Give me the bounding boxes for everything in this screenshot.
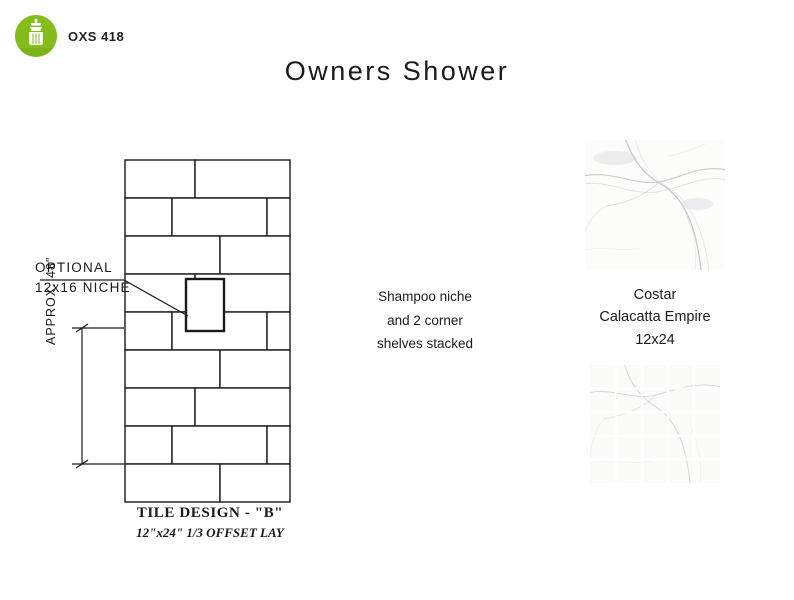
niche-label-line2: 12x16 NICHE xyxy=(35,280,131,296)
note-line-2: and 2 corner xyxy=(387,312,463,328)
shower-note xyxy=(330,285,520,356)
note-line-1: Shampoo niche xyxy=(378,289,472,304)
marble-slab-swatch xyxy=(585,140,725,270)
tile-layout-drawing xyxy=(35,140,360,560)
tile-caption-main: TILE DESIGN - "B" xyxy=(136,505,284,521)
page-title: Owners Shower xyxy=(284,56,510,86)
lantern-logo-icon xyxy=(14,14,58,58)
product-column xyxy=(560,140,750,483)
dimension-label: APPROX. 48" xyxy=(44,256,58,345)
niche-label-line1: OPTIONAL xyxy=(35,260,113,275)
tile-design-caption xyxy=(60,505,360,541)
marble-mosaic-swatch xyxy=(590,365,720,483)
niche-rectangle xyxy=(186,279,224,331)
mosaic-swatch-wrap xyxy=(560,365,750,483)
product-size: 12x24 xyxy=(635,331,675,348)
tile-caption-sub: 12"x24" 1/3 OFFSET LAY xyxy=(136,525,284,540)
product-name: Calacatta Empire xyxy=(599,309,711,326)
logo-block xyxy=(14,14,124,58)
product-label xyxy=(560,284,750,351)
note-line-3: shelves stacked xyxy=(376,336,474,352)
logo-code: OXS 418 xyxy=(68,28,125,44)
product-brand: Costar xyxy=(633,287,677,303)
dimension-line xyxy=(72,324,124,468)
